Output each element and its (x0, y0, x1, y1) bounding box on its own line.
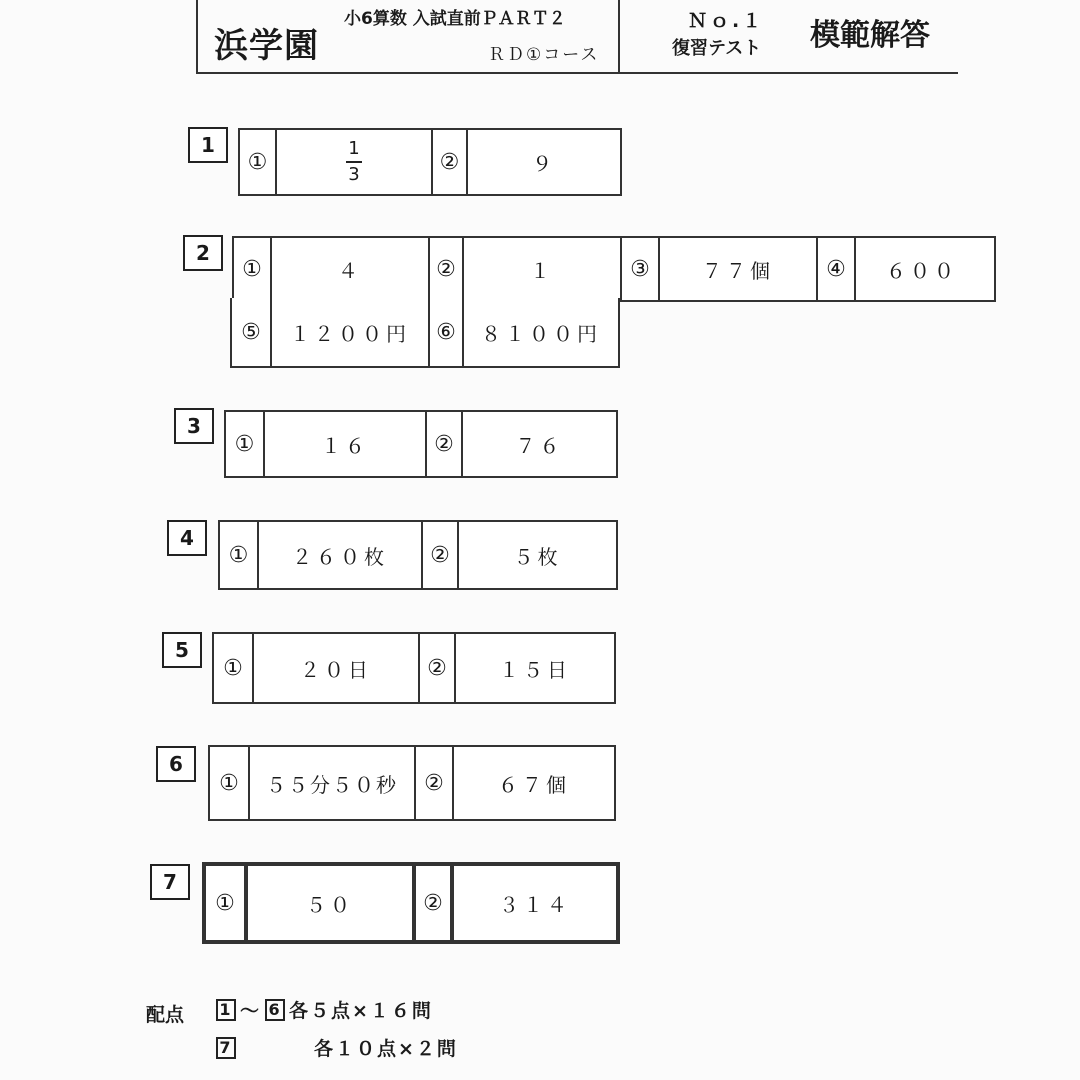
answer-value: ６７個 (498, 772, 570, 797)
scoring-text-2: 各１０点×２問 (314, 1038, 458, 1060)
answer-value: ８１００円 (481, 321, 601, 346)
answer-label: ① (234, 238, 272, 300)
question-number: 1 (188, 127, 228, 163)
answer-value: ３１４ (499, 892, 571, 917)
answer-value: １６ (265, 412, 427, 476)
answer-value: ７７個 (660, 238, 818, 300)
answer-value: １ (464, 238, 622, 300)
answer-value: ２６０枚 (259, 522, 423, 588)
answer-table-q5 (212, 632, 616, 704)
answer-label: ② (420, 634, 456, 702)
question-box-from: 1 (216, 999, 236, 1021)
fraction-bar (346, 161, 362, 163)
fraction-denominator: 3 (348, 164, 360, 185)
brand-name: 浜学園 (214, 26, 319, 66)
answer-value: ５０ (248, 866, 416, 940)
answer-label: ② (416, 747, 454, 819)
fraction (346, 140, 362, 184)
test-name: 復習テスト (672, 38, 762, 59)
answer-value: １５日 (499, 657, 571, 682)
answer-value: ９ (532, 151, 556, 176)
answer-label: ① (214, 634, 254, 702)
answer-value: ４ (272, 238, 430, 300)
answer-label: ① (220, 522, 259, 588)
test-number: Ｎｏ.１ (688, 10, 765, 32)
question-number: 3 (174, 408, 214, 444)
question-number: 7 (150, 864, 190, 900)
answer-label: ① (210, 747, 250, 819)
answer-value: １２００円 (272, 298, 430, 366)
question-number: 4 (167, 520, 207, 556)
answer-label: ⑤ (232, 298, 272, 366)
subtitle: 小6算数 入試直前ＰＡＲＴ２ (344, 9, 566, 29)
answer-value: ２０日 (254, 634, 420, 702)
question-number: 6 (156, 746, 196, 782)
answer-label: ① (226, 412, 265, 476)
answer-label: ② (416, 866, 454, 940)
answer-label: ② (423, 522, 459, 588)
answer-label: ③ (622, 238, 660, 300)
scoring-label: 配点 (146, 1004, 185, 1026)
course-name: ＲＤ①コース (488, 45, 600, 65)
scoring-line-1 (216, 996, 433, 1023)
question-number: 5 (162, 632, 202, 668)
answer-value: ６００ (886, 258, 958, 283)
answer-table-q2-row2 (230, 298, 620, 368)
answer-label: ② (430, 238, 464, 300)
answer-table-q7 (202, 862, 620, 944)
answer-table-q1 (238, 128, 622, 196)
answer-label: ② (433, 130, 468, 194)
answer-value (277, 130, 433, 194)
answer-table-q3 (224, 410, 618, 478)
answer-label: ① (206, 866, 248, 940)
fraction-numerator: 1 (348, 138, 360, 159)
answer-label: ⑥ (430, 298, 464, 366)
answer-value: ５５分５０秒 (250, 747, 416, 819)
answer-label: ② (427, 412, 463, 476)
range-tilde: ～ (240, 1000, 262, 1022)
answer-value: ７６ (515, 433, 564, 458)
answer-table-q6 (208, 745, 616, 821)
answer-label: ④ (818, 238, 856, 300)
answer-value: ５枚 (513, 544, 562, 569)
question-box: 7 (216, 1037, 236, 1059)
scoring-line-2 (216, 1034, 458, 1061)
question-number: 2 (183, 235, 223, 271)
answer-table-q2-row1 (232, 236, 996, 302)
scoring-text-1: 各５点×１６問 (289, 1000, 433, 1022)
question-box-to: 6 (265, 999, 285, 1021)
answer-title: 模範解答 (810, 18, 930, 53)
header-divider (618, 0, 620, 72)
answer-label: ① (240, 130, 277, 194)
answer-table-q4 (218, 520, 618, 590)
